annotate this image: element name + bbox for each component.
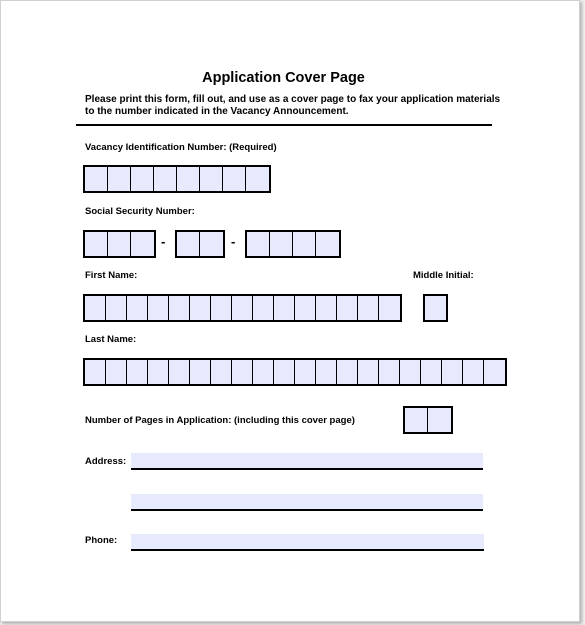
char-box[interactable] [428,408,451,432]
first-name-label: First Name: [85,270,138,281]
phone-line[interactable] [131,534,484,551]
char-box[interactable] [253,296,274,320]
char-box[interactable] [190,296,211,320]
char-box[interactable] [463,360,484,384]
address-input-1[interactable] [131,453,483,470]
char-box[interactable] [85,232,108,256]
address-line-1[interactable] [131,453,483,470]
ssn-separator: - [231,234,236,249]
ssn-field-part2[interactable] [175,230,225,258]
header-divider [76,124,492,126]
address-label: Address: [85,456,127,467]
char-box[interactable] [148,296,169,320]
char-box[interactable] [131,232,154,256]
char-box[interactable] [293,232,316,256]
char-box[interactable] [131,167,154,191]
vacancy-id-label: Vacancy Identification Number: (Required) [85,142,277,153]
char-box[interactable] [200,232,223,256]
first-name-field[interactable] [83,294,402,322]
char-box[interactable] [177,167,200,191]
char-box[interactable] [232,296,253,320]
last-name-label: Last Name: [85,334,137,345]
char-box[interactable] [295,296,316,320]
char-box[interactable] [108,167,131,191]
ssn-field-part1[interactable] [83,230,156,258]
instructions-text: Please print this form, fill out, and use as a cover page to fax your application materials to the number indicated in the Vacancy Announcement. [85,94,501,117]
char-box[interactable] [379,360,400,384]
char-box[interactable] [442,360,463,384]
char-box[interactable] [85,296,106,320]
pages-count-field[interactable] [403,406,453,434]
char-box[interactable] [295,360,316,384]
char-box[interactable] [200,167,223,191]
char-box[interactable] [85,167,108,191]
char-box[interactable] [190,360,211,384]
char-box[interactable] [253,360,274,384]
address-input-2[interactable] [131,494,483,511]
char-box[interactable] [169,360,190,384]
char-box[interactable] [148,360,169,384]
char-box[interactable] [108,232,131,256]
ssn-separator: - [161,234,166,249]
char-box[interactable] [127,296,148,320]
char-box[interactable] [127,360,148,384]
vacancy-id-field[interactable] [83,165,271,193]
char-box[interactable] [211,296,232,320]
char-box[interactable] [270,232,293,256]
phone-label: Phone: [85,535,118,546]
char-box[interactable] [85,360,106,384]
char-box[interactable] [400,360,421,384]
char-box[interactable] [106,360,127,384]
char-box[interactable] [484,360,505,384]
char-box[interactable] [246,167,269,191]
char-box[interactable] [425,296,446,320]
char-box[interactable] [211,360,232,384]
char-box[interactable] [106,296,127,320]
char-box[interactable] [223,167,246,191]
char-box[interactable] [274,360,295,384]
char-box[interactable] [316,360,337,384]
ssn-field-part3[interactable] [245,230,341,258]
char-box[interactable] [232,360,253,384]
char-box[interactable] [379,296,400,320]
char-box[interactable] [169,296,190,320]
pages-label: Number of Pages in Application: (including this cover page) [85,415,355,426]
char-box[interactable] [154,167,177,191]
middle-initial-label: Middle Initial: [413,270,474,281]
char-box[interactable] [358,296,379,320]
char-box[interactable] [247,232,270,256]
ssn-label: Social Security Number: [85,206,195,217]
char-box[interactable] [405,408,428,432]
middle-initial-field[interactable] [423,294,448,322]
phone-input[interactable] [131,534,484,551]
address-line-2[interactable] [131,494,483,511]
page-title: Application Cover Page [202,70,365,86]
char-box[interactable] [274,296,295,320]
char-box[interactable] [358,360,379,384]
char-box[interactable] [421,360,442,384]
last-name-field[interactable] [83,358,507,386]
char-box[interactable] [337,296,358,320]
char-box[interactable] [337,360,358,384]
char-box[interactable] [177,232,200,256]
char-box[interactable] [316,296,337,320]
char-box[interactable] [316,232,339,256]
